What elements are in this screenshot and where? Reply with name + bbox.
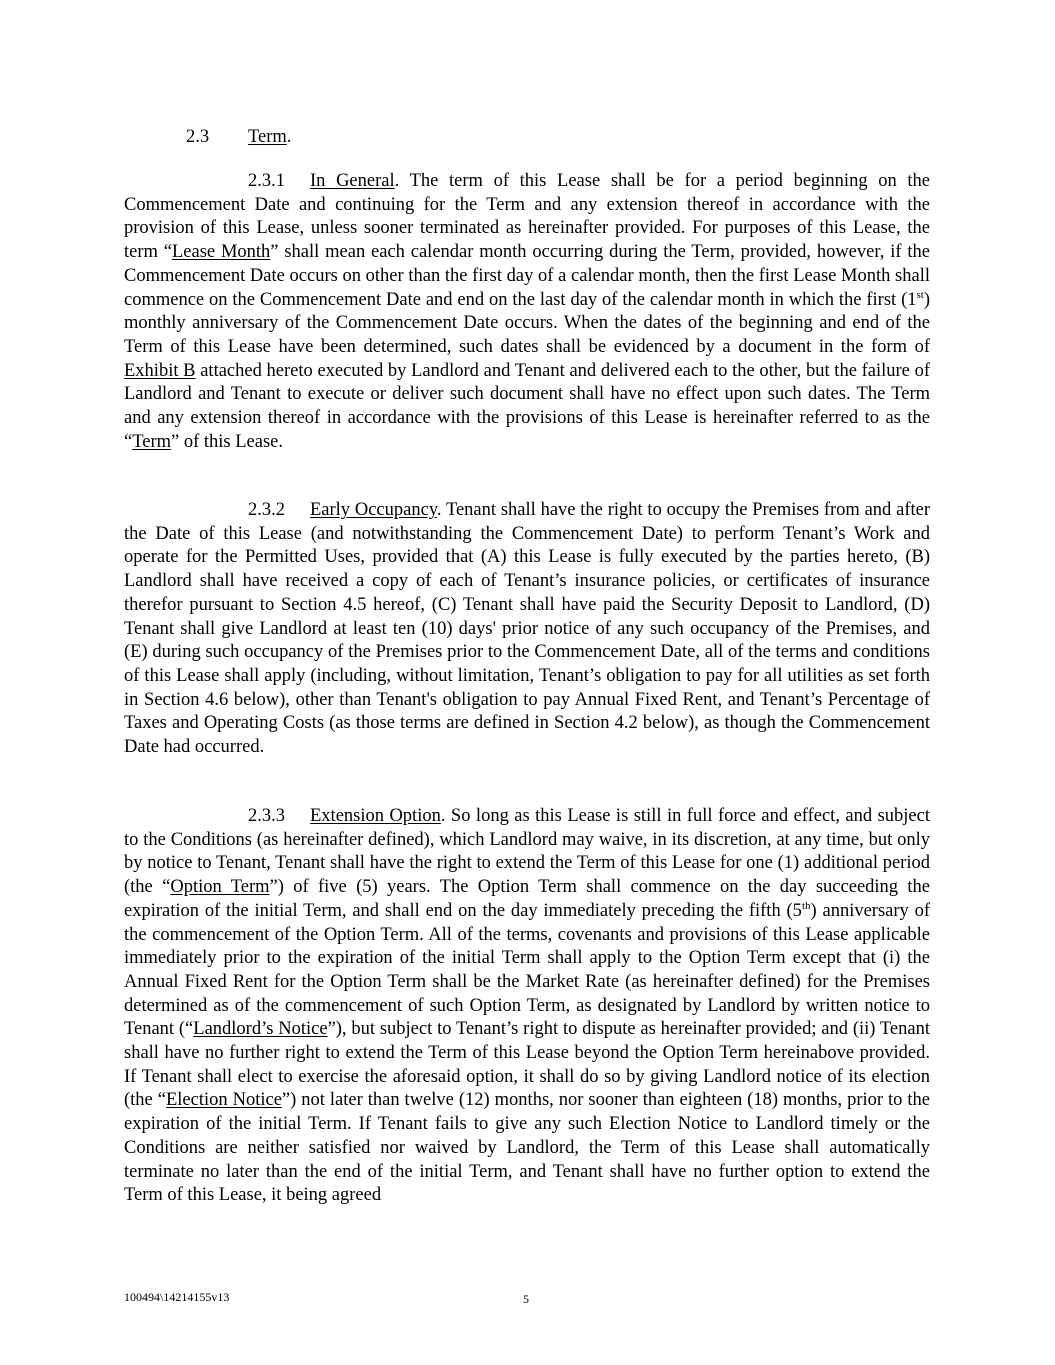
section-title: Term (248, 127, 287, 147)
paragraph-text: ) monthly anniversary of the Commencement Date occurs. When the dates of the beginning and end of the Term of this Lease have been determined, such dates shall be evidenced by a document in the form of (124, 289, 930, 357)
footer-page-number: 5 (523, 1292, 529, 1306)
paragraph-text: ) anniversary of the commencement of the Option Term. All of the terms, covenants and provisions of this Lease applicable immediately prior to the expiration of the initial Term shall apply to the Option Term except that (i) the Annual Fixed Rent for the Option Term shall be the Market Rate (as hereinafter defined) for the Premises determined as of the commencement of such Option Term, as designated by Landlord by written notice to Tenant (“ (124, 900, 930, 1040)
paragraph-text: . Tenant shall have the right to occupy the Premises from and after the Date of this Lease (and notwithstanding the Commencement Date) to perform Tenant’s Work and operate for the Permitted Uses, provided that (A) this Lease is fully executed by the parties hereto, (B) Landlord shall have received a copy of each of Tenant’s insurance policies, or certificates of insurance therefor pursuant to Section 4.5 hereof, (C) Tenant shall have paid the Security Deposit to Landlord, (D) Tenant shall give Landlord at least ten (10) days' prior notice of any such occupancy of the Premises, and (E) during such occupancy of the Premises prior to the Commencement Date, all of the terms and conditions of this Lease shall apply (including, without limitation, Tenant’s obligation to pay for all utilities as set forth in Section 4.6 below), other than Tenant's obligation to pay Annual Fixed Rent, and Tenant’s Percentage of Taxes and Operating Costs (as those terms are defined in Section 4.2 below), as though the Commencement Date had occurred. (124, 500, 930, 758)
exhibit-reference: Exhibit B (124, 360, 196, 381)
defined-term: Option Term (170, 877, 270, 898)
paragraph-text: ”), but subject to Tenant’s right to dispute as hereinafter provided; and (ii) Tenant shall have no further right to extend the Term of this Lease beyond the Option Term hereinabove provided. If Tenant shall elect to exercise the aforesaid option, it shall do so by giving Landlord notice of its election (the “ (124, 1019, 930, 1111)
paragraph-heading: Extension Option (310, 806, 441, 826)
section-number: 2.3 (186, 127, 210, 147)
paragraph-2-3-1 (124, 170, 930, 454)
paragraph-2-3-3 (124, 805, 930, 1208)
paragraph-text: ”) not later than twelve (12) months, nor sooner than eighteen (18) months, prior to the expiration of the initial Term. If Tenant fails to give any such Election Notice to Landlord timely or the Conditions are neither satisfied nor waived by Landlord, the Term of this Lease shall automatically terminate no later than the end of the initial Term, and Tenant shall have no further option to extend the Term of this Lease, it being agreed (124, 1090, 930, 1206)
paragraph-text: . The term of this Lease shall be for a period beginning on the Commencement Date and continuing for the Term and any extension thereof in accordance with the provision of this Lease, unless sooner terminated as hereinafter provided. For purposes of this Lease, the term “ (124, 171, 930, 263)
paragraph-text: attached hereto executed by Landlord and Tenant and delivered each to the other, but the failure of Landlord and Tenant to execute or deliver such document shall have no effect upon such dates. The Term and any extension thereof in accordance with the provisions of this Lease is hereinafter referred to as the “ (124, 360, 930, 452)
paragraph-text: . So long as this Lease is still in full force and effect, and subject to the Conditions (as hereinafter defined), which Landlord may waive, in its discretion, at any time, but only by notice to Tenant, Tenant shall have the right to extend the Term of this Lease for one (1) additional period (the “ (124, 806, 930, 898)
defined-term: Election Notice (165, 1090, 282, 1111)
paragraph-heading: In General (310, 171, 395, 191)
paragraph-number: 2.3.1 (248, 171, 285, 191)
section-title-suffix: . (286, 127, 292, 147)
paragraph-2-3-2 (124, 499, 930, 760)
paragraph-text: ” shall mean each calendar month occurring during the Term, provided, however, if the Commencement Date occurs on other than the first day of a calendar month, then the first Lease Month shall commence on the Commencement Date and end on the last day of the calendar month in which the first (1 (124, 242, 930, 310)
paragraph-heading: Early Occupancy (310, 500, 437, 520)
paragraph-text: ” of this Lease. (171, 431, 283, 452)
defined-term: Term (132, 431, 171, 452)
paragraph-number: 2.3.3 (248, 806, 285, 826)
paragraph-text: ”) of five (5) years. The Option Term shall commence on the day succeeding the expiration of the initial Term, and shall end on the day immediately preceding the fifth (5 (124, 877, 930, 921)
defined-term: Lease Month (171, 242, 271, 263)
defined-term: Landlord’s Notice (193, 1019, 328, 1040)
paragraph-number: 2.3.2 (248, 500, 285, 520)
section-heading (186, 126, 291, 150)
footer-document-id: 100494\14214155v13 (124, 1290, 230, 1304)
superscript: th (801, 899, 811, 912)
superscript: st (916, 288, 924, 301)
